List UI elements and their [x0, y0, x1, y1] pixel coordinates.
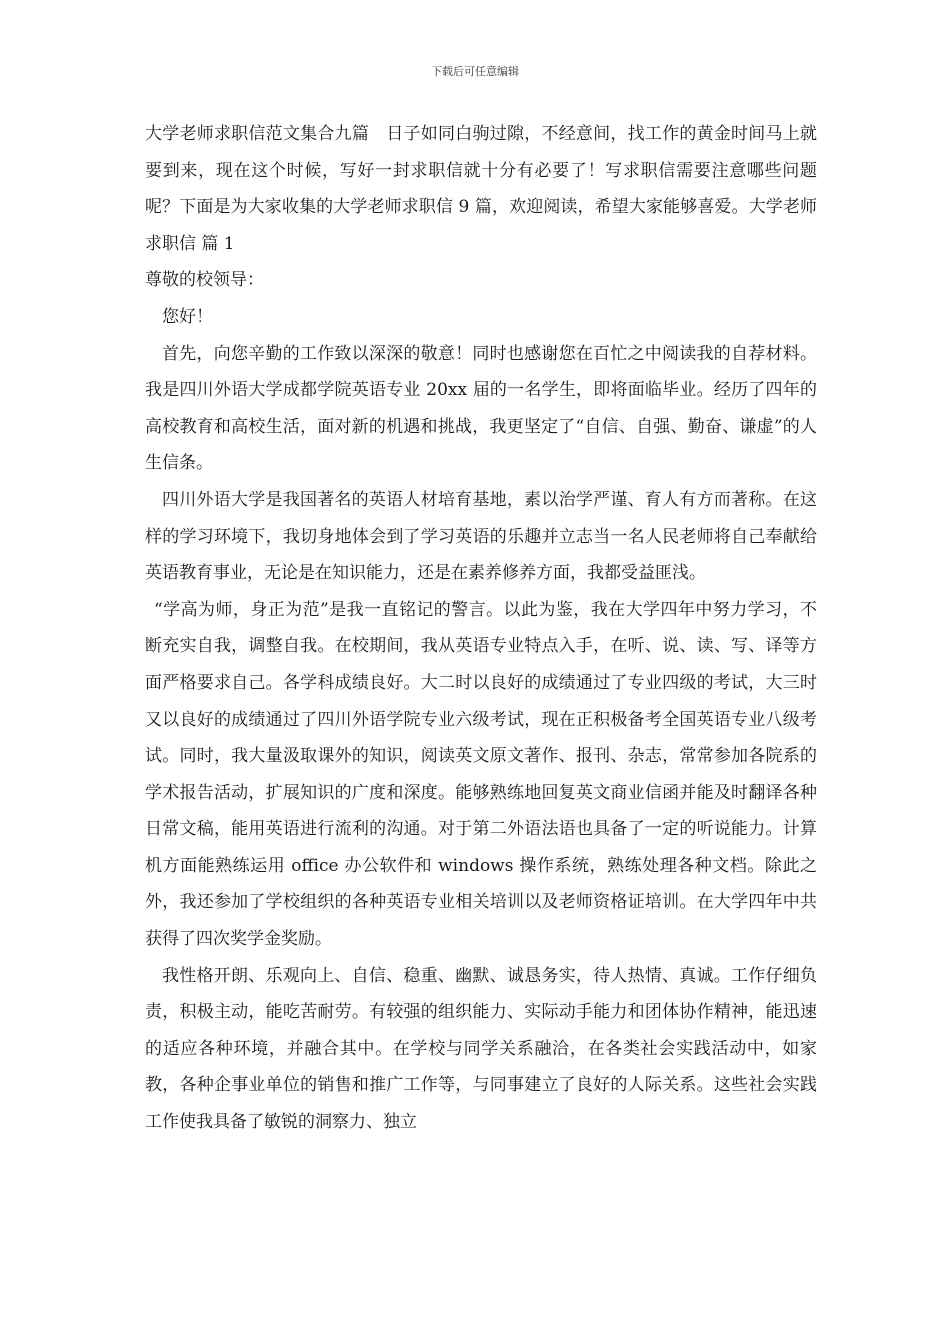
paragraph-4: 我性格开朗、乐观向上、自信、稳重、幽默、诚恳务实，待人热情、真诚。工作仔细负责，积极主动，能吃苦耐劳。有较强的组织能力、实际动手能力和团体协作精神，能迅速的适应各种环境，并融合其中。在学校与同学关系融洽，在各类社会实践活动中，如家教，各种企事业单位的销售和推广工作等，与同事建立了良好的人际关系。这些社会实践工作使我具备了敏锐的洞察力、独立 — [145, 965, 817, 1133]
paragraph-2: 四川外语大学是我国著名的英语人材培育基地，素以治学严谨、育人有方而著称。在这样的学习环境下，我切身地体会到了学习英语的乐趣并立志当一名人民老师将自己奉献给英语教育事业，无论是在知识能力，还是在素养修养方面，我都受益匪浅。 — [145, 489, 817, 584]
paragraph-1: 首先，向您辛勤的工作致以深深的敬意！同时也感谢您在百忙之中阅读我的自荐材料。我是四川外语大学成都学院英语专业 20xx 届的一名学生，即将面临毕业。经历了四年的高校教育和高校生活，面对新的机遇和挑战，我更坚定了“自信、自强、勤奋、谦虚”的人生信条。 — [145, 343, 817, 474]
letter-body — [145, 116, 817, 1141]
greeting: 您好！ — [162, 306, 213, 327]
salutation: 尊敬的校领导： — [145, 270, 264, 291]
intro-paragraph: 大学老师求职信范文集合九篇 日子如同白驹过隙，不经意间，找工作的黄金时间马上就要到来，现在这个时候，写好一封求职信就十分有必要了！写求职信需要注意哪些问题呢？下面是为大家收集的大学老师求职信 9 篇，欢迎阅读，希望大家能够喜爱。大学老师求职信 篇 1 — [145, 124, 817, 254]
paragraph-3: “学高为师，身正为范”是我一直铭记的警言。以此为鉴，我在大学四年中努力学习，不断充实自我，调整自我。在校期间，我从英语专业特点入手，在听、说、读、写、译等方面严格要求自己。各学科成绩良好。大二时以良好的成绩通过了专业四级的考试，大三时又以良好的成绩通过了四川外语学院专业六级考试，现在正积极备考全国英语专业八级考试。同时，我大量汲取课外的知识，阅读英文原文著作、报刊、杂志，常常参加各院系的学术报告活动，扩展知识的广度和深度。能够熟练地回复英文商业信函并能及时翻译各种日常文稿，能用英语进行流利的沟通。对于第二外语法语也具备了一定的听说能力。计算机方面能熟练运用 office 办公软件和 windows 操作系统，熟练处理各种文档。除此之外，我还参加了学校组织的各种英语专业相关培训以及老师资格证培训。在大学四年中共获得了四次奖学金奖励。 — [145, 599, 817, 950]
page-header-note: 下载后可任意编辑 — [431, 65, 519, 78]
